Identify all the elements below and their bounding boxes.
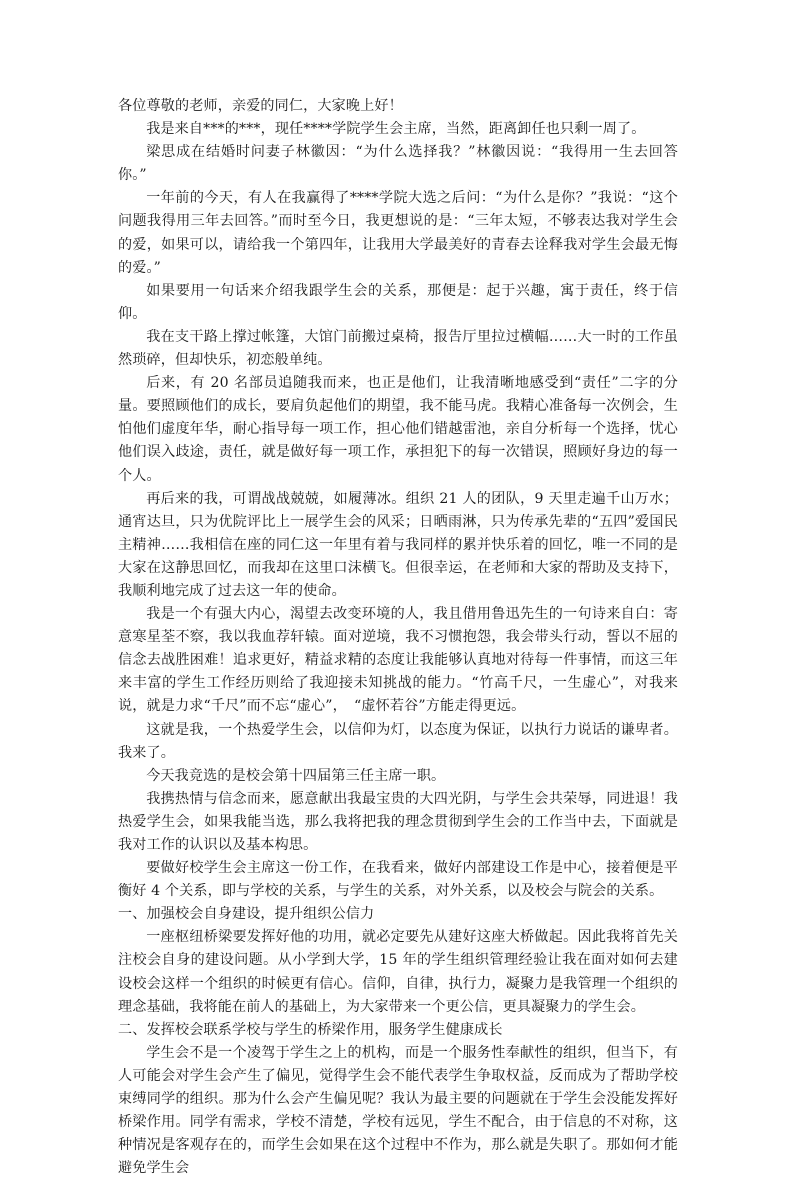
greeting-paragraph: 各位尊敬的老师，亲爱的同仁，大家晚上好！ xyxy=(118,98,403,114)
freshman-year-paragraph: 我在支干路上撑过帐篷，大馆门前搬过桌椅，报告厅里拉过横幅……大一时的工作虽然琐碎，但却快乐，初恋般单纯。 xyxy=(118,328,678,369)
section-2-body: 学生会不是一个凌驾于学生之上的机构，而是一个服务性奉献性的组织，但当下，有人可能会对学生会产生了偏见，觉得学生会不能代表学生争取权益，反而成为了帮助学校束缚同学的组织。那为什么会产生偏见呢？我认为最主要的问题就在于学生会没能发挥好桥梁作用。同学有需求，学校不清楚，学校有远见，学生不配合，由于信息的不对称，这种情况是客观存在的，而学生会如果在这个过程中不作为，那么就是失职了。那如何才能避免学生会 xyxy=(118,1044,678,1177)
section-heading-2: 二、发挥校会联系学校与学生的桥梁作用，服务学生健康成长 xyxy=(118,1021,503,1038)
last-year-paragraph: 一年前的今天，有人在我赢得了****学院大选之后问：“为什么是你？”我说：“这个问题我得用三年去回答。”而时至今日，我更想说的是：“三年太短，不够表达我对学生会的爱，如果可以，请给我一个第四年，让我用大学最美好的青春去诠释我对学生会最无悔的爱。” xyxy=(118,190,678,276)
quote-paragraph: 梁思成在结婚时问妻子林徽因：“为什么选择我？”林徽因说：“我得用一生去回答你。” xyxy=(118,144,678,184)
character-paragraph: 我是一个有强大内心，渴望去改变环境的人，我且借用鲁迅先生的一句诗来自白：寄意寒星荃不察，我以我血荐轩辕。面对逆境，我不习惯抱怨，我会带头行动，誓以不屈的信念去战胜困难！追求更好，精益求精的态度让我能够认真地对待每一件事情，而这三年来丰富的学生工作经历则给了我迎接未知挑战的能力。“竹高千尺，一生虚心”，对我来说，就是力求“千尺”而不忘“虚心”， “虚怀若谷”方能走得更远。 xyxy=(118,606,678,715)
work-plan-paragraph: 要做好校学生会主席这一份工作，在我看来，做好内部建设工作是中心，接着便是平衡好 4 个关系，即与学校的关系，与学生的关系，对外关系，以及校会与院会的关系。 xyxy=(118,860,678,900)
section-heading-1: 一、加强校会自身建设，提升组织公信力 xyxy=(118,906,375,923)
position-paragraph: 今天我竞选的是校会第十四届第三任主席一职。 xyxy=(146,767,446,784)
relationship-summary-paragraph: 如果要用一句话来介绍我跟学生会的关系，那便是：起于兴趣，寓于责任，终于信仰。 xyxy=(118,282,678,322)
section-1-body: 一座枢纽桥梁要发挥好他的功用，就必定要先从建好这座大桥做起。因此我将首先关注校会自身的建设问题。从小学到大学，15 年的学生组织管理经验让我在面对如何去建设校会这样一个组织的时候更有信心。信仰，自律，执行力，凝聚力是我管理一个组织的理念基础，我将能在前人的基础上，为大家带来一个更公信，更具凝聚力的学生会。 xyxy=(118,929,678,1015)
responsibility-paragraph: 后来，有 20 名部员追随我而来，也正是他们，让我清晰地感受到“责任”二字的分量。要照顾他们的成长，要肩负起他们的期望，我不能马虎。我精心准备每一次例会，生怕他们虚度年华，耐心指导每一项工作，担心他们错越雷池，亲自分析每一个选择，忧心他们误入歧途，责任，就是做好每一项工作，承担犯下的每一次错误，照顾好身边的每一个人。 xyxy=(118,375,678,484)
past-year-paragraph: 再后来的我，可谓战战兢兢，如履薄冰。组织 21 人的团队，9 天里走遍千山万水；通宵达旦，只为优院评比上一展学生会的风采；日晒雨淋，只为传承先辈的“五四”爱国民主精神……我相信在座的同仁这一年里有着与我同样的累并快乐着的回忆，唯一不同的是大家在这静思回忆，而我却在这里口沫横飞。但很幸运，在老师和大家的帮助及支持下，我顺利地完成了过去这一年的使命。 xyxy=(118,490,678,599)
commitment-paragraph: 我携热情与信念而来，愿意献出我最宝贵的大四光阴，与学生会共荣辱，同进退！我热爱学生会，如果我能当选，那么我将把我的理念贯彻到学生会的工作当中去，下面就是我对工作的认识以及基本构思。 xyxy=(118,790,678,853)
document-page xyxy=(118,95,678,1177)
this-is-me-paragraph: 这就是我，一个热爱学生会，以信仰为灯，以态度为保证，以执行力说话的谦卑者。我来了。 xyxy=(118,721,678,761)
self-introduction-paragraph: 我是来自***的***，现任****学院学生会主席，当然，距离卸任也只剩一周了。 xyxy=(146,121,646,138)
